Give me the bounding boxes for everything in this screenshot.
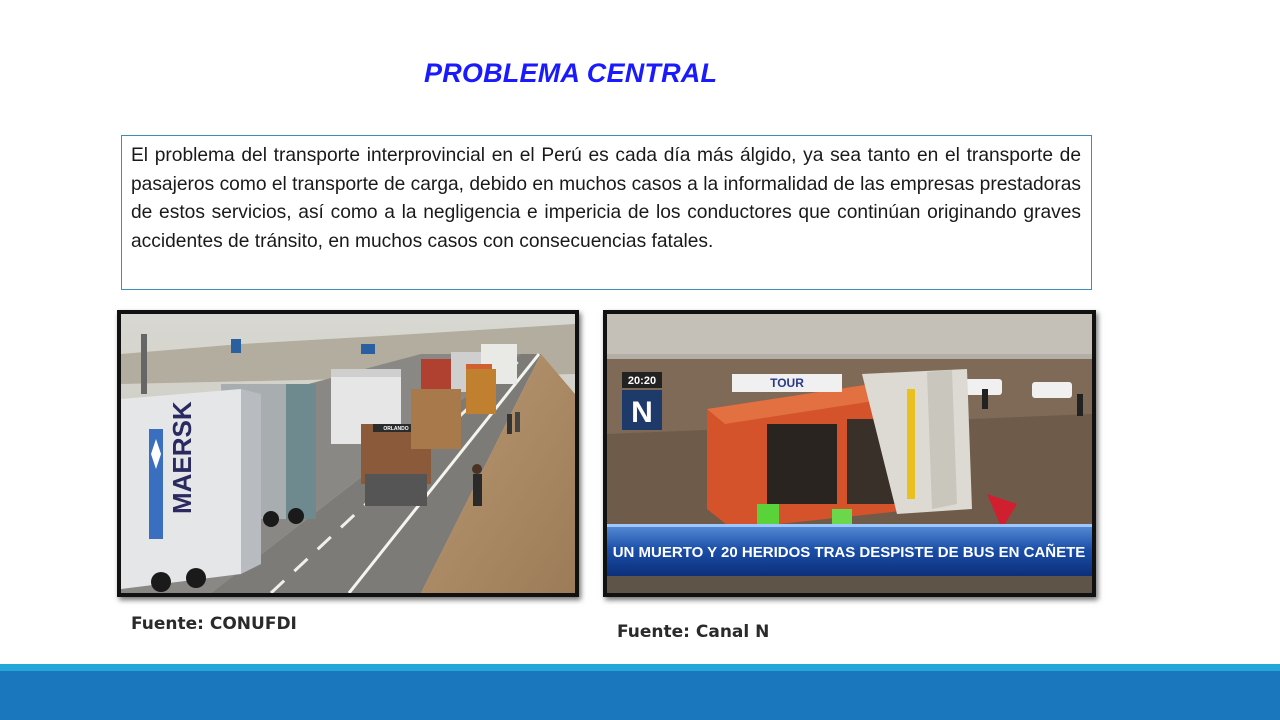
slide-title: PROBLEMA CENTRAL xyxy=(424,58,718,88)
source-caption-left: Fuente: CONUFDI xyxy=(131,614,297,634)
bus-accident-photo xyxy=(603,310,1096,597)
bus-sign-text: TOUR xyxy=(770,376,804,390)
clock-text: 20:20 xyxy=(627,375,657,387)
truck-sign-text: ORLANDO xyxy=(383,426,409,432)
highway-trucks-photo xyxy=(117,310,579,597)
news-headline-text: UN MUERTO Y 20 HERIDOS TRAS DESPISTE DE BUS EN CAÑETE xyxy=(612,544,1086,561)
source-caption-right: Fuente: Canal N xyxy=(617,622,770,642)
channel-n-logo: N xyxy=(631,396,653,429)
footer-band-light xyxy=(0,664,1280,671)
footer-band-dark xyxy=(0,671,1280,720)
problem-description-text: El problema del transporte interprovincial en el Perú es cada día más álgido, ya sea tanto en el transporte de pasajeros como el transporte de carga, debido en muchos casos a la informalidad de las empresas prestadoras de estos servicios, así como a la negligencia e impericia de los conductores que continúan originando graves accidentes de tránsito, en muchos casos con consecuencias fatales. xyxy=(131,145,1081,252)
maersk-brand-text: MAERSK xyxy=(167,401,197,514)
problem-description-box xyxy=(121,135,1092,290)
